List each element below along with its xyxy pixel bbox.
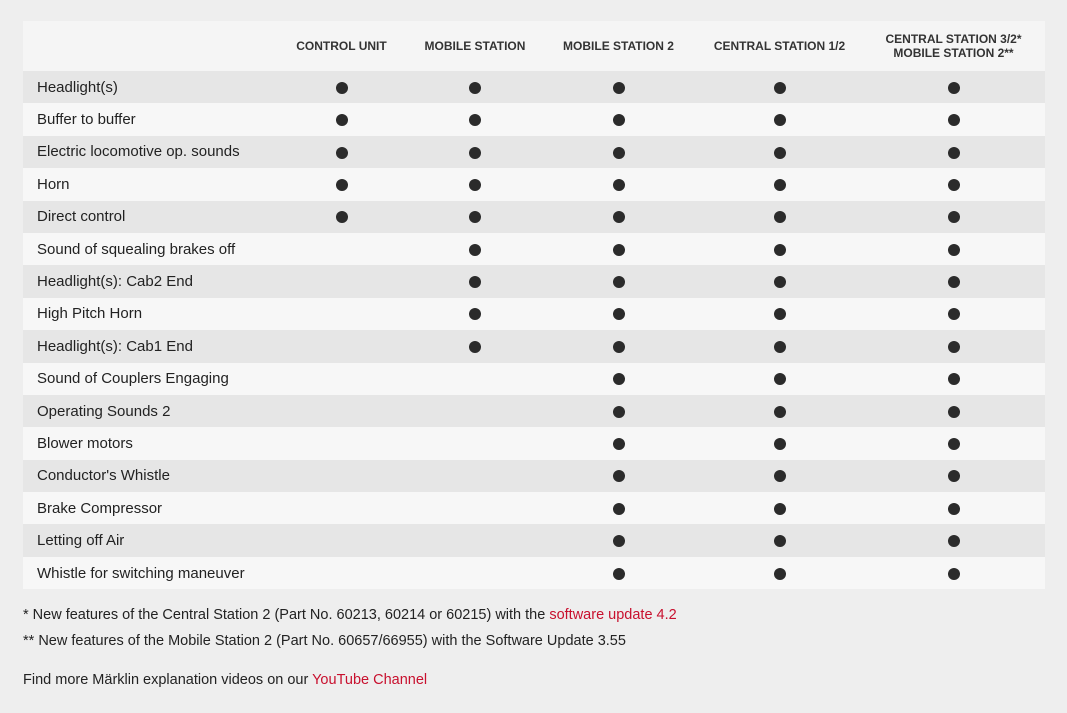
supported-dot-icon: [469, 82, 481, 94]
support-cell: [697, 330, 862, 362]
support-cell: [410, 201, 540, 233]
feature-name: Sound of Couplers Engaging: [23, 363, 273, 395]
table-row: [23, 427, 1045, 459]
support-cell: [697, 233, 862, 265]
supported-dot-icon: [613, 211, 625, 223]
support-cell: [540, 136, 697, 168]
support-cell: [697, 427, 862, 459]
support-cell: [540, 201, 697, 233]
supported-dot-icon: [774, 179, 786, 191]
support-cell: [697, 201, 862, 233]
supported-dot-icon: [774, 114, 786, 126]
table-row: [23, 298, 1045, 330]
support-cell: [862, 168, 1045, 200]
support-cell: [540, 233, 697, 265]
youtube-channel-link[interactable]: YouTube Channel: [312, 672, 428, 689]
support-cell: [697, 103, 862, 135]
feature-name: Letting off Air: [23, 524, 273, 556]
supported-dot-icon: [613, 179, 625, 191]
feature-name: Headlight(s): Cab1 End: [23, 330, 273, 362]
support-cell: [273, 557, 410, 589]
supported-dot-icon: [336, 211, 348, 223]
support-cell: [273, 363, 410, 395]
supported-dot-icon: [469, 211, 481, 223]
support-cell: [862, 265, 1045, 297]
supported-dot-icon: [774, 147, 786, 159]
supported-dot-icon: [948, 211, 960, 223]
supported-dot-icon: [948, 568, 960, 580]
support-cell: [273, 395, 410, 427]
support-cell: [273, 103, 410, 135]
support-cell: [697, 71, 862, 103]
supported-dot-icon: [613, 147, 625, 159]
supported-dot-icon: [948, 179, 960, 191]
supported-dot-icon: [948, 406, 960, 418]
footnote-central-station: [23, 606, 1045, 624]
support-cell: [697, 136, 862, 168]
supported-dot-icon: [948, 308, 960, 320]
more-videos-line: [23, 671, 1045, 689]
feature-name: Direct control: [23, 201, 273, 233]
support-cell: [273, 233, 410, 265]
support-cell: [273, 330, 410, 362]
support-cell: [697, 298, 862, 330]
supported-dot-icon: [613, 406, 625, 418]
support-cell: [862, 460, 1045, 492]
supported-dot-icon: [774, 438, 786, 450]
supported-dot-icon: [948, 82, 960, 94]
support-cell: [862, 524, 1045, 556]
support-cell: [697, 395, 862, 427]
supported-dot-icon: [774, 308, 786, 320]
table-row: [23, 330, 1045, 362]
supported-dot-icon: [774, 568, 786, 580]
table-row: [23, 71, 1045, 103]
supported-dot-icon: [613, 568, 625, 580]
support-cell: [540, 103, 697, 135]
feature-name: High Pitch Horn: [23, 298, 273, 330]
support-cell: [862, 395, 1045, 427]
support-cell: [862, 103, 1045, 135]
support-cell: [862, 201, 1045, 233]
support-cell: [697, 460, 862, 492]
supported-dot-icon: [774, 341, 786, 353]
supported-dot-icon: [774, 406, 786, 418]
supported-dot-icon: [948, 147, 960, 159]
support-cell: [410, 233, 540, 265]
support-cell: [273, 492, 410, 524]
supported-dot-icon: [469, 276, 481, 288]
table-row: [23, 103, 1045, 135]
feature-rows: [23, 71, 1045, 589]
supported-dot-icon: [469, 308, 481, 320]
supported-dot-icon: [774, 503, 786, 515]
feature-name: Sound of squealing brakes off: [23, 233, 273, 265]
feature-name: Headlight(s): Cab2 End: [23, 265, 273, 297]
support-cell: [410, 136, 540, 168]
support-cell: [540, 492, 697, 524]
support-cell: [273, 460, 410, 492]
table-row: [23, 201, 1045, 233]
supported-dot-icon: [336, 82, 348, 94]
more-videos-text: Find more Märklin explanation videos on our: [23, 672, 313, 689]
support-cell: [862, 557, 1045, 589]
feature-name: Whistle for switching maneuver: [23, 557, 273, 589]
support-cell: [862, 71, 1045, 103]
support-cell: [862, 298, 1045, 330]
support-cell: [540, 298, 697, 330]
support-cell: [273, 265, 410, 297]
support-cell: [410, 557, 540, 589]
column-header-label: MOBILE STATION: [424, 39, 526, 53]
supported-dot-icon: [613, 341, 625, 353]
support-cell: [273, 71, 410, 103]
support-cell: [697, 168, 862, 200]
table-row: [23, 233, 1045, 265]
support-cell: [540, 168, 697, 200]
footnote-mobile-station: ** New features of the Mobile Station 2 (Part No. 60657/66955) with the Software Update 3.55: [23, 633, 626, 650]
support-cell: [273, 298, 410, 330]
supported-dot-icon: [774, 244, 786, 256]
support-cell: [862, 233, 1045, 265]
feature-name: Operating Sounds 2: [23, 395, 273, 427]
support-cell: [273, 427, 410, 459]
supported-dot-icon: [613, 373, 625, 385]
support-cell: [697, 524, 862, 556]
support-cell: [410, 363, 540, 395]
supported-dot-icon: [469, 244, 481, 256]
support-cell: [273, 136, 410, 168]
supported-dot-icon: [336, 114, 348, 126]
supported-dot-icon: [613, 276, 625, 288]
supported-dot-icon: [613, 470, 625, 482]
supported-dot-icon: [613, 308, 625, 320]
supported-dot-icon: [469, 147, 481, 159]
table-row: [23, 492, 1045, 524]
supported-dot-icon: [336, 147, 348, 159]
column-header-label: CONTROL UNIT: [296, 39, 387, 53]
column-header: [862, 21, 1045, 71]
supported-dot-icon: [774, 211, 786, 223]
column-header: [697, 21, 862, 71]
supported-dot-icon: [469, 114, 481, 126]
support-cell: [697, 265, 862, 297]
supported-dot-icon: [948, 438, 960, 450]
footnote-text: * New features of the Central Station 2 (Part No. 60213, 60214 or 60215) with the: [23, 607, 550, 624]
support-cell: [540, 557, 697, 589]
supported-dot-icon: [774, 276, 786, 288]
column-header-label: MOBILE STATION 2: [563, 39, 674, 53]
support-cell: [410, 265, 540, 297]
supported-dot-icon: [948, 244, 960, 256]
support-cell: [540, 363, 697, 395]
support-cell: [862, 427, 1045, 459]
support-cell: [697, 492, 862, 524]
feature-name: Brake Compressor: [23, 492, 273, 524]
support-cell: [410, 427, 540, 459]
support-cell: [410, 492, 540, 524]
table-row: [23, 136, 1045, 168]
supported-dot-icon: [948, 276, 960, 288]
supported-dot-icon: [948, 341, 960, 353]
column-header: [410, 21, 540, 71]
support-cell: [540, 524, 697, 556]
supported-dot-icon: [948, 503, 960, 515]
support-cell: [540, 265, 697, 297]
column-header-label: CENTRAL STATION 1/2: [713, 39, 846, 53]
supported-dot-icon: [948, 373, 960, 385]
column-header-label: CENTRAL STATION 3/2*: [885, 32, 1022, 46]
supported-dot-icon: [613, 535, 625, 547]
support-cell: [540, 395, 697, 427]
support-cell: [540, 427, 697, 459]
support-cell: [540, 71, 697, 103]
feature-name: Horn: [23, 168, 273, 200]
footnotes: [23, 606, 1045, 689]
feature-comparison-table: [23, 21, 1045, 589]
supported-dot-icon: [948, 535, 960, 547]
support-cell: [540, 330, 697, 362]
supported-dot-icon: [774, 470, 786, 482]
support-cell: [862, 492, 1045, 524]
column-header: [540, 21, 697, 71]
supported-dot-icon: [774, 82, 786, 94]
table-row: [23, 557, 1045, 589]
feature-name: Buffer to buffer: [23, 103, 273, 135]
table-row: [23, 363, 1045, 395]
software-update-link[interactable]: software update 4.2: [549, 607, 677, 624]
feature-name: Electric locomotive op. sounds: [23, 136, 273, 168]
support-cell: [697, 557, 862, 589]
supported-dot-icon: [613, 503, 625, 515]
feature-name: Headlight(s): [23, 71, 273, 103]
support-cell: [410, 330, 540, 362]
support-cell: [410, 298, 540, 330]
feature-name: Conductor's Whistle: [23, 460, 273, 492]
supported-dot-icon: [469, 341, 481, 353]
table-row: [23, 395, 1045, 427]
table-header-row: [23, 21, 1045, 71]
support-cell: [410, 524, 540, 556]
support-cell: [862, 330, 1045, 362]
support-cell: [410, 168, 540, 200]
support-cell: [273, 524, 410, 556]
supported-dot-icon: [774, 373, 786, 385]
supported-dot-icon: [613, 244, 625, 256]
support-cell: [273, 168, 410, 200]
column-header: [273, 21, 410, 71]
feature-name: Blower motors: [23, 427, 273, 459]
supported-dot-icon: [948, 114, 960, 126]
support-cell: [410, 71, 540, 103]
support-cell: [862, 136, 1045, 168]
table-row: [23, 524, 1045, 556]
table-row: [23, 265, 1045, 297]
header-corner: [23, 21, 273, 71]
supported-dot-icon: [613, 438, 625, 450]
supported-dot-icon: [336, 179, 348, 191]
support-cell: [273, 201, 410, 233]
supported-dot-icon: [613, 82, 625, 94]
column-header-label-line2: MOBILE STATION 2**: [893, 46, 1014, 60]
support-cell: [540, 460, 697, 492]
support-cell: [410, 395, 540, 427]
supported-dot-icon: [469, 179, 481, 191]
support-cell: [410, 460, 540, 492]
supported-dot-icon: [948, 470, 960, 482]
supported-dot-icon: [774, 535, 786, 547]
table-row: [23, 168, 1045, 200]
supported-dot-icon: [613, 114, 625, 126]
table-row: [23, 460, 1045, 492]
support-cell: [862, 363, 1045, 395]
support-cell: [410, 103, 540, 135]
support-cell: [697, 363, 862, 395]
